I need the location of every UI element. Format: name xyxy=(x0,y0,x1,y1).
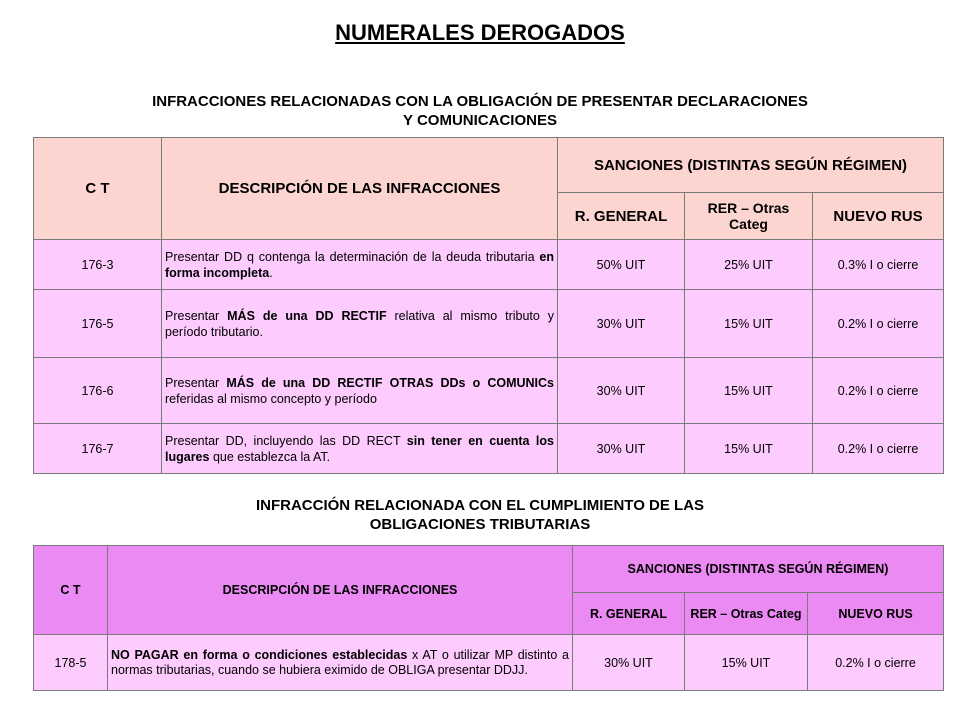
row-ct: 176-6 xyxy=(34,358,162,424)
row-description: Presentar DD q contenga la determinación de la deuda tributaria en forma incompleta. xyxy=(162,240,558,290)
row-r-general: 30% UIT xyxy=(558,424,685,474)
table-row xyxy=(34,240,944,290)
header-sanctions: SANCIONES (DISTINTAS SEGÚN RÉGIMEN) xyxy=(558,138,944,193)
row-rer: 15% UIT xyxy=(685,424,813,474)
row-nuevo-rus: 0.2% I o cierre xyxy=(813,358,944,424)
row-rer: 15% UIT xyxy=(685,290,813,358)
section1-heading-line1: INFRACCIONES RELACIONADAS CON LA OBLIGACIÓN DE PRESENTAR DECLARACIONES xyxy=(152,93,808,110)
page-title: NUMERALES DEROGADOS xyxy=(335,20,625,45)
section1-heading-line2: Y COMUNICACIONES xyxy=(403,112,557,129)
section1-heading xyxy=(60,92,900,130)
row-description: NO PAGAR en forma o condiciones establecidas x AT o utilizar MP distinto a normas tributarias, cuando se hubiera eximido de OBLIGA presentar DDJJ. xyxy=(108,635,573,691)
row-description: Presentar MÁS de una DD RECTIF OTRAS DDs o COMUNICs referidas al mismo concepto y período xyxy=(162,358,558,424)
row-description: Presentar DD, incluyendo las DD RECT sin tener en cuenta los lugares que establezca la AT. xyxy=(162,424,558,474)
header-r-general: R. GENERAL xyxy=(558,193,685,240)
row-r-general: 50% UIT xyxy=(558,240,685,290)
header-ct: C T xyxy=(34,138,162,240)
row-rer: 25% UIT xyxy=(685,240,813,290)
header-ct: C T xyxy=(34,546,108,635)
row-ct: 178-5 xyxy=(34,635,108,691)
row-nuevo-rus: 0.3% I o cierre xyxy=(813,240,944,290)
row-ct: 176-3 xyxy=(34,240,162,290)
section2-heading xyxy=(60,496,900,534)
row-rer: 15% UIT xyxy=(685,358,813,424)
compliance-infraction-table xyxy=(33,545,944,691)
table-row xyxy=(34,358,944,424)
row-ct: 176-7 xyxy=(34,424,162,474)
header-description: DESCRIPCIÓN DE LAS INFRACCIONES xyxy=(162,138,558,240)
header-rer: RER – Otras Categ xyxy=(685,193,813,240)
header-rer: RER – Otras Categ xyxy=(685,593,808,635)
header-sanctions: SANCIONES (DISTINTAS SEGÚN RÉGIMEN) xyxy=(573,546,944,593)
row-r-general: 30% UIT xyxy=(573,635,685,691)
section2-heading-line2: OBLIGACIONES TRIBUTARIAS xyxy=(369,516,591,533)
section2-heading-line1: INFRACCIÓN RELACIONADA CON EL CUMPLIMIENTO DE LAS xyxy=(255,497,705,514)
header-description: DESCRIPCIÓN DE LAS INFRACCIONES xyxy=(108,546,573,635)
table-row xyxy=(34,635,944,691)
table-row xyxy=(34,290,944,358)
row-nuevo-rus: 0.2% I o cierre xyxy=(813,424,944,474)
row-description: Presentar MÁS de una DD RECTIF relativa al mismo tributo y período tributario. xyxy=(162,290,558,358)
header-r-general: R. GENERAL xyxy=(573,593,685,635)
row-r-general: 30% UIT xyxy=(558,358,685,424)
header-nuevo-rus: NUEVO RUS xyxy=(808,593,944,635)
row-nuevo-rus: 0.2% I o cierre xyxy=(813,290,944,358)
row-rer: 15% UIT xyxy=(685,635,808,691)
row-ct: 176-5 xyxy=(34,290,162,358)
header-nuevo-rus: NUEVO RUS xyxy=(813,193,944,240)
table-row xyxy=(34,424,944,474)
declarations-infractions-table xyxy=(33,137,944,474)
row-r-general: 30% UIT xyxy=(558,290,685,358)
row-nuevo-rus: 0.2% I o cierre xyxy=(808,635,944,691)
